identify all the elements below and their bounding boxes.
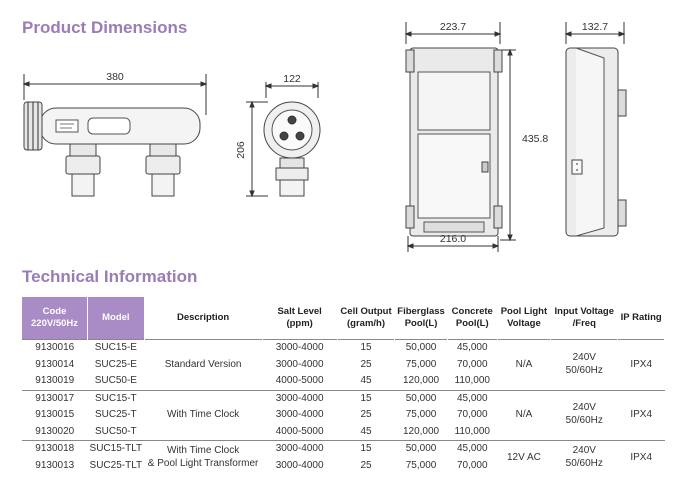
cell-fiberglass: 75,000 [405, 409, 437, 421]
dim-cell-length: 380 [106, 71, 124, 83]
cell-model: SUC15-T [88, 390, 145, 407]
cell-model: SUC15-TLT [88, 441, 145, 458]
cell-output: 45 [360, 375, 372, 387]
cell-code: 9130018 [22, 441, 88, 458]
cell-code: 9130016 [22, 340, 88, 357]
header-input-voltage: Input Voltage /Freq [551, 297, 618, 340]
cell-code: 9130013 [35, 459, 75, 471]
cell-concrete: 70,000 [456, 358, 488, 370]
cell-fiberglass: 50,000 [395, 390, 448, 407]
voltage-line1: 240V [572, 444, 596, 456]
cell-voltage [551, 390, 618, 441]
control-box-front-view [406, 22, 516, 252]
voltage-line2: 50/60Hz [565, 364, 603, 376]
header-description: Description [144, 297, 262, 340]
cell-ip: IPX4 [618, 390, 665, 441]
cell-ip: IPX4 [618, 441, 665, 475]
cell-output: 25 [360, 409, 372, 421]
cell-output: 15 [337, 390, 395, 407]
cell-code: 9130015 [35, 409, 75, 421]
cell-voltage [551, 441, 618, 475]
dim-box-depth: 132.7 [581, 21, 609, 33]
table-row [22, 390, 665, 407]
cell-side-view [24, 74, 206, 196]
cell-salt: 3000-4000 [275, 459, 324, 471]
cell-salt: 4000-5000 [275, 425, 324, 437]
cell-description: Standard Version [144, 340, 262, 391]
product-dimensions-heading: Product Dimensions [22, 18, 188, 37]
cell-output: 25 [360, 358, 372, 370]
cell-voltage [551, 340, 618, 391]
cell-output: 25 [360, 459, 372, 471]
cell-salt: 4000-5000 [275, 375, 324, 387]
cell-model: SUC15-E [88, 340, 145, 357]
cell-description [144, 441, 262, 475]
cell-pool-light: 12V AC [497, 441, 551, 475]
cell-pool-light: N/A [497, 390, 551, 441]
technical-spec-table [22, 297, 665, 474]
cell-description: With Time Clock [144, 390, 262, 441]
cell-salt: 3000-4000 [275, 358, 324, 370]
header-model: Model [88, 297, 145, 340]
cell-concrete: 45,000 [447, 441, 497, 458]
cell-concrete: 45,000 [447, 390, 497, 407]
cell-ip: IPX4 [618, 340, 665, 391]
cell-fiberglass: 75,000 [405, 459, 437, 471]
dim-box-height: 435.8 [522, 133, 549, 145]
dim-cell-end-width: 122 [283, 73, 301, 85]
cell-salt: 3000-4000 [262, 390, 337, 407]
dim-box-base-width: 216.0 [439, 233, 467, 245]
cell-salt: 3000-4000 [262, 441, 337, 458]
voltage-line1: 240V [572, 351, 596, 363]
control-box-side-view [566, 22, 626, 236]
cell-code: 9130017 [22, 390, 88, 407]
cell-salt: 3000-4000 [262, 340, 337, 357]
cell-concrete: 110,000 [454, 375, 490, 387]
cell-end-view [246, 82, 320, 196]
table-row [22, 340, 665, 357]
header-concrete-pool: Concrete Pool(L) [447, 297, 497, 340]
cell-code: 9130020 [35, 425, 75, 437]
cell-concrete: 45,000 [447, 340, 497, 357]
table-header-row [22, 297, 665, 340]
cell-fiberglass: 120,000 [402, 425, 440, 437]
cell-fiberglass: 120,000 [402, 375, 440, 387]
cell-fiberglass: 50,000 [395, 340, 448, 357]
technical-information-heading: Technical Information [22, 267, 198, 286]
description-line1: With Time Clock [166, 444, 240, 456]
cell-code: 9130014 [35, 358, 75, 370]
voltage-line2: 50/60Hz [565, 415, 603, 427]
cell-pool-light: N/A [497, 340, 551, 391]
cell-output: 45 [360, 425, 372, 437]
cell-concrete: 70,000 [456, 459, 488, 471]
dim-box-width: 223.7 [439, 21, 467, 33]
cell-fiberglass: 50,000 [395, 441, 448, 458]
voltage-line1: 240V [572, 402, 596, 414]
cell-concrete: 70,000 [456, 409, 488, 421]
description-line2: & Pool Light Transformer [147, 457, 259, 469]
cell-model: SUC25-E [94, 358, 137, 370]
header-code: Code 220V/50Hz [22, 297, 88, 340]
cell-model: SUC50-E [94, 375, 137, 387]
cell-output: 15 [337, 340, 395, 357]
cell-code: 9130019 [35, 375, 75, 387]
cell-model: SUC25-TLT [89, 459, 143, 471]
header-ip-rating: IP Rating [618, 297, 665, 340]
cell-concrete: 110,000 [454, 425, 490, 437]
cell-fiberglass: 75,000 [405, 358, 437, 370]
voltage-line2: 50/60Hz [565, 457, 603, 469]
header-pool-light-voltage: Pool Light Voltage [497, 297, 551, 340]
dim-cell-end-height: 206 [235, 141, 247, 159]
cell-model: SUC50-T [94, 425, 137, 437]
header-cell-output: Cell Output (gram/h) [337, 297, 395, 340]
table-row [22, 441, 665, 458]
header-salt-level: Salt Level (ppm) [262, 297, 337, 340]
header-fiberglass-pool: Fiberglass Pool(L) [395, 297, 448, 340]
cell-model: SUC25-T [94, 409, 137, 421]
cell-output: 15 [337, 441, 395, 458]
cell-salt: 3000-4000 [275, 409, 324, 421]
